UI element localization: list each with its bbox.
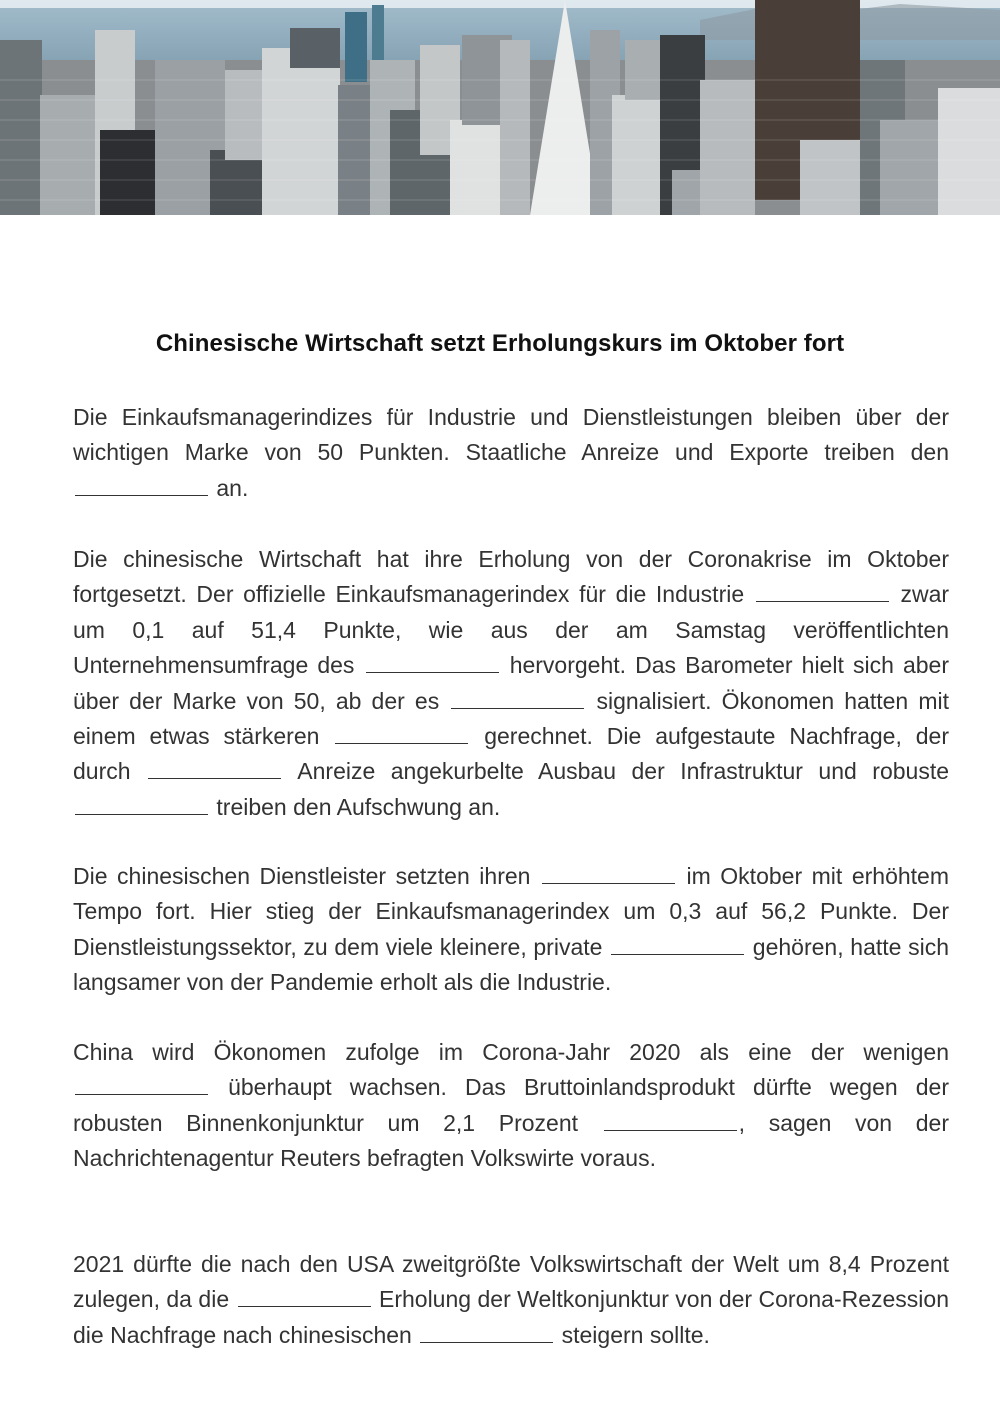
paragraph-text: zwar um 0,1 auf 51,4 Punkte, wie aus der am Samstag veröffentlichten Unternehmensumfrage des <box>73 581 950 679</box>
fill-in-blank[interactable] <box>756 581 889 602</box>
paragraph-text: Die chinesische Wirtschaft hat ihre Erholung von der Coronakrise im Oktober fortgesetzt. Der offizielle Einkaufsmanagerindex für die Industrie <box>73 546 949 608</box>
paragraph-text: gerechnet. Die aufgestaute Nachfrage, der durch <box>73 723 949 785</box>
paragraph-text: 2021 dürfte die nach den USA zweitgrößte Volkswirtschaft der Welt um 8,4 Prozent zulegen, da die <box>73 1251 949 1313</box>
paragraph-text: Die chinesischen Dienstleister setzten ihren <box>73 863 531 889</box>
paragraph-text: Die Einkaufsmanagerindizes für Industrie und Dienstleistungen bleiben über der wichtigen Marke von 50 Punkten. Staatliche Anreize und Exporte treiben den <box>73 404 949 466</box>
paragraph-services <box>73 859 949 1001</box>
fill-in-blank[interactable] <box>75 794 208 815</box>
paragraph-text: überhaupt wachsen. Das Bruttoinlandsprodukt dürfte wegen der robusten Binnenkonjunktur um 2,1 Prozent <box>73 1074 949 1136</box>
fill-in-blank[interactable] <box>611 934 744 955</box>
paragraph-text: steigern sollte. <box>561 1321 710 1348</box>
paragraph-text: China wird Ökonomen zufolge im Corona-Jahr 2020 als eine der wenigen <box>73 1039 949 1065</box>
paragraph-text: gehören, hatte sich langsamer von der Pandemie erholt als die Industrie. <box>73 933 950 996</box>
paragraph-text: treiben den Aufschwung an. <box>216 793 501 820</box>
paragraph-text: , sagen von der Nachrichtenagentur Reuters befragten Volkswirte voraus. <box>73 1109 949 1172</box>
fill-in-blank[interactable] <box>148 758 281 779</box>
article-title: Chinesische Wirtschaft setzt Erholungskurs im Oktober fort <box>155 330 845 357</box>
paragraph-2021 <box>73 1247 949 1353</box>
fill-in-blank[interactable] <box>75 1074 208 1095</box>
paragraph-text: an. <box>216 474 249 501</box>
skyline-illustration <box>0 0 1000 215</box>
fill-in-blank[interactable] <box>420 1322 553 1343</box>
paragraph-text: Erholung der Weltkonjunktur von der Corona-Rezession die Nachfrage nach chinesischen <box>73 1286 949 1348</box>
fill-in-blank[interactable] <box>75 475 208 496</box>
paragraph-text: Anreize angekurbelte Ausbau der Infrastruktur und robuste <box>297 758 950 785</box>
paragraph-china-2020 <box>73 1035 949 1177</box>
paragraph-industry <box>73 542 949 825</box>
fill-in-blank[interactable] <box>238 1286 371 1307</box>
fill-in-blank[interactable] <box>451 688 584 709</box>
city-skyline-image <box>0 0 1000 215</box>
fill-in-blank[interactable] <box>366 652 499 673</box>
paragraph-text: hervorgeht. Das Barometer hielt sich aber über der Marke von 50, ab der es <box>73 652 950 714</box>
paragraph-text: im Oktober mit erhöhtem Tempo fort. Hier stieg der Einkaufsmanagerindex um 0,3 auf 56,2 Punkte. Der Dienstleistungssektor, zu dem viele kleinere, private <box>73 863 949 960</box>
fill-in-blank[interactable] <box>335 723 468 744</box>
paragraph-text: signalisiert. Ökonomen hatten mit einem etwas stärkeren <box>73 687 949 750</box>
paragraph-intro <box>73 400 949 506</box>
fill-in-blank[interactable] <box>542 863 675 884</box>
fill-in-blank[interactable] <box>604 1110 737 1131</box>
